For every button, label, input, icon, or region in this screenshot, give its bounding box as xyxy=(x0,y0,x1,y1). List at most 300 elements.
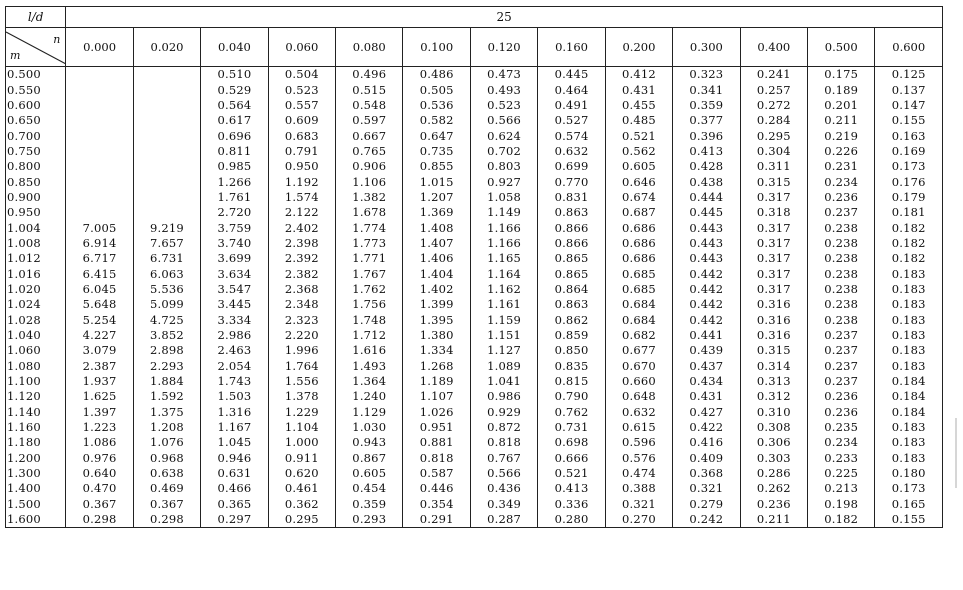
n-header-cell: 0.200 xyxy=(605,28,672,67)
value-cell: 0.270 xyxy=(605,512,672,528)
value-cell: 1.756 xyxy=(336,297,403,312)
value-cell: 0.976 xyxy=(66,451,133,466)
ld-group-value: 25 xyxy=(66,7,943,28)
value-cell: 0.315 xyxy=(740,174,807,189)
header-row-ld xyxy=(6,7,943,28)
value-cell: 1.151 xyxy=(470,328,537,343)
value-cell: 0.236 xyxy=(808,389,875,404)
value-cell: 1.164 xyxy=(470,266,537,281)
value-cell: 2.220 xyxy=(268,328,335,343)
value-cell: 0.454 xyxy=(336,481,403,496)
value-cell: 0.943 xyxy=(336,435,403,450)
value-cell: 1.399 xyxy=(403,297,470,312)
value-cell: 1.076 xyxy=(133,435,200,450)
value-cell: 1.030 xyxy=(336,420,403,435)
value-cell: 0.284 xyxy=(740,113,807,128)
value-cell: 0.181 xyxy=(875,205,943,220)
value-cell: 0.762 xyxy=(538,405,605,420)
n-header-cell: 0.600 xyxy=(875,28,943,67)
value-cell: 0.412 xyxy=(605,67,672,83)
value-cell: 0.184 xyxy=(875,389,943,404)
value-cell: 0.238 xyxy=(808,220,875,235)
value-cell: 1.369 xyxy=(403,205,470,220)
value-cell: 0.236 xyxy=(808,405,875,420)
value-cell: 0.234 xyxy=(808,174,875,189)
value-cell: 1.397 xyxy=(66,405,133,420)
m-value-cell: 1.024 xyxy=(6,297,66,312)
value-cell xyxy=(66,98,133,113)
value-cell: 0.311 xyxy=(740,159,807,174)
value-cell: 0.236 xyxy=(740,497,807,512)
value-cell: 0.442 xyxy=(673,297,740,312)
value-cell: 0.182 xyxy=(875,220,943,235)
value-cell xyxy=(133,98,200,113)
value-cell: 1.996 xyxy=(268,343,335,358)
value-cell: 0.367 xyxy=(66,497,133,512)
value-cell: 1.208 xyxy=(133,420,200,435)
value-cell: 0.682 xyxy=(605,328,672,343)
value-cell: 1.015 xyxy=(403,174,470,189)
m-axis-label: m xyxy=(10,49,21,62)
value-cell: 0.863 xyxy=(538,297,605,312)
value-cell: 0.445 xyxy=(673,205,740,220)
value-cell: 0.155 xyxy=(875,512,943,528)
m-value-cell: 1.200 xyxy=(6,451,66,466)
value-cell: 0.201 xyxy=(808,98,875,113)
value-cell: 0.536 xyxy=(403,98,470,113)
value-cell: 0.428 xyxy=(673,159,740,174)
table-row xyxy=(6,113,943,128)
n-header-cell: 0.400 xyxy=(740,28,807,67)
value-cell: 0.165 xyxy=(875,497,943,512)
value-cell: 0.416 xyxy=(673,435,740,450)
value-cell: 0.439 xyxy=(673,343,740,358)
value-cell: 5.254 xyxy=(66,313,133,328)
value-cell: 0.367 xyxy=(133,497,200,512)
value-cell: 0.527 xyxy=(538,113,605,128)
value-cell: 0.286 xyxy=(740,466,807,481)
value-cell xyxy=(133,128,200,143)
value-cell: 1.884 xyxy=(133,374,200,389)
value-cell: 2.898 xyxy=(133,343,200,358)
value-cell: 6.731 xyxy=(133,251,200,266)
value-cell: 2.720 xyxy=(201,205,268,220)
value-cell: 1.748 xyxy=(336,313,403,328)
value-cell: 0.287 xyxy=(470,512,537,528)
table-row xyxy=(6,159,943,174)
value-cell: 1.592 xyxy=(133,389,200,404)
table-row xyxy=(6,343,943,358)
value-cell: 0.686 xyxy=(605,236,672,251)
value-cell: 4.227 xyxy=(66,328,133,343)
value-cell: 0.431 xyxy=(605,82,672,97)
value-cell: 0.298 xyxy=(66,512,133,528)
value-cell: 1.407 xyxy=(403,236,470,251)
value-cell: 0.835 xyxy=(538,359,605,374)
value-cell: 0.183 xyxy=(875,297,943,312)
value-cell: 0.179 xyxy=(875,190,943,205)
value-cell: 0.859 xyxy=(538,328,605,343)
value-cell: 1.167 xyxy=(201,420,268,435)
value-cell: 0.950 xyxy=(268,159,335,174)
value-cell: 0.297 xyxy=(201,512,268,528)
value-cell: 0.183 xyxy=(875,451,943,466)
value-cell: 0.237 xyxy=(808,359,875,374)
value-cell: 0.238 xyxy=(808,282,875,297)
value-cell: 2.382 xyxy=(268,266,335,281)
value-cell: 0.791 xyxy=(268,144,335,159)
table-row xyxy=(6,435,943,450)
value-cell: 1.166 xyxy=(470,236,537,251)
value-cell: 0.631 xyxy=(201,466,268,481)
value-cell: 3.547 xyxy=(201,282,268,297)
value-cell xyxy=(66,174,133,189)
value-cell: 1.712 xyxy=(336,328,403,343)
value-cell: 0.632 xyxy=(605,405,672,420)
value-cell: 1.334 xyxy=(403,343,470,358)
m-value-cell: 0.750 xyxy=(6,144,66,159)
value-cell: 0.175 xyxy=(808,67,875,83)
m-value-cell: 0.650 xyxy=(6,113,66,128)
value-cell: 0.443 xyxy=(673,220,740,235)
value-cell: 1.771 xyxy=(336,251,403,266)
table-row xyxy=(6,420,943,435)
value-cell: 1.364 xyxy=(336,374,403,389)
value-cell: 1.058 xyxy=(470,190,537,205)
value-cell: 0.443 xyxy=(673,236,740,251)
table-row xyxy=(6,190,943,205)
value-cell: 0.306 xyxy=(740,435,807,450)
n-header-cell: 0.500 xyxy=(808,28,875,67)
value-cell: 3.334 xyxy=(201,313,268,328)
n-header-cell: 0.300 xyxy=(673,28,740,67)
value-cell: 0.638 xyxy=(133,466,200,481)
value-cell: 0.684 xyxy=(605,313,672,328)
value-cell xyxy=(133,144,200,159)
value-cell: 0.596 xyxy=(605,435,672,450)
value-cell: 0.686 xyxy=(605,251,672,266)
header-row-n xyxy=(6,28,943,67)
value-cell: 0.377 xyxy=(673,113,740,128)
value-cell: 0.183 xyxy=(875,420,943,435)
value-cell: 0.647 xyxy=(403,128,470,143)
value-cell xyxy=(66,144,133,159)
value-cell: 0.321 xyxy=(605,497,672,512)
value-cell: 1.229 xyxy=(268,405,335,420)
value-cell: 0.648 xyxy=(605,389,672,404)
value-cell: 0.310 xyxy=(740,405,807,420)
value-cell: 0.515 xyxy=(336,82,403,97)
value-cell: 0.866 xyxy=(538,236,605,251)
m-value-cell: 0.700 xyxy=(6,128,66,143)
value-cell: 3.445 xyxy=(201,297,268,312)
value-cell: 0.564 xyxy=(201,98,268,113)
value-cell: 0.735 xyxy=(403,144,470,159)
value-cell: 1.574 xyxy=(268,190,335,205)
value-cell: 0.911 xyxy=(268,451,335,466)
value-cell: 0.473 xyxy=(470,67,537,83)
value-cell: 0.442 xyxy=(673,266,740,281)
value-cell: 0.765 xyxy=(336,144,403,159)
value-cell: 2.392 xyxy=(268,251,335,266)
value-cell: 0.881 xyxy=(403,435,470,450)
table-row xyxy=(6,359,943,374)
value-cell: 0.523 xyxy=(268,82,335,97)
table-body xyxy=(6,67,943,528)
value-cell: 0.445 xyxy=(538,67,605,83)
value-cell: 0.505 xyxy=(403,82,470,97)
value-cell: 1.408 xyxy=(403,220,470,235)
table-row xyxy=(6,266,943,281)
value-cell xyxy=(66,190,133,205)
table-row xyxy=(6,251,943,266)
value-cell: 0.314 xyxy=(740,359,807,374)
table-row xyxy=(6,236,943,251)
value-cell: 0.674 xyxy=(605,190,672,205)
value-cell: 0.318 xyxy=(740,205,807,220)
value-cell: 0.236 xyxy=(808,190,875,205)
value-cell: 3.740 xyxy=(201,236,268,251)
m-value-cell: 1.180 xyxy=(6,435,66,450)
m-value-cell: 1.008 xyxy=(6,236,66,251)
value-cell: 2.368 xyxy=(268,282,335,297)
table-row xyxy=(6,174,943,189)
value-cell: 0.237 xyxy=(808,328,875,343)
m-value-cell: 1.160 xyxy=(6,420,66,435)
value-cell: 0.316 xyxy=(740,297,807,312)
m-value-cell: 1.300 xyxy=(6,466,66,481)
value-cell xyxy=(133,205,200,220)
value-cell: 0.523 xyxy=(470,98,537,113)
value-cell: 1.316 xyxy=(201,405,268,420)
value-cell: 0.444 xyxy=(673,190,740,205)
value-cell: 0.413 xyxy=(538,481,605,496)
value-cell: 0.238 xyxy=(808,297,875,312)
value-cell: 0.225 xyxy=(808,466,875,481)
value-cell: 3.759 xyxy=(201,220,268,235)
value-cell: 0.615 xyxy=(605,420,672,435)
value-cell: 0.183 xyxy=(875,313,943,328)
value-cell: 0.365 xyxy=(201,497,268,512)
value-cell: 1.162 xyxy=(470,282,537,297)
value-cell: 0.455 xyxy=(605,98,672,113)
value-cell: 2.986 xyxy=(201,328,268,343)
value-cell xyxy=(133,159,200,174)
value-cell: 6.045 xyxy=(66,282,133,297)
value-cell: 0.521 xyxy=(538,466,605,481)
m-value-cell: 0.950 xyxy=(6,205,66,220)
value-cell: 5.536 xyxy=(133,282,200,297)
value-cell: 0.235 xyxy=(808,420,875,435)
value-cell: 1.616 xyxy=(336,343,403,358)
value-cell xyxy=(133,113,200,128)
value-cell: 2.293 xyxy=(133,359,200,374)
value-cell: 0.349 xyxy=(470,497,537,512)
table-row xyxy=(6,328,943,343)
value-cell: 1.189 xyxy=(403,374,470,389)
value-cell: 0.237 xyxy=(808,205,875,220)
value-cell: 0.850 xyxy=(538,343,605,358)
value-cell: 0.906 xyxy=(336,159,403,174)
value-cell: 0.696 xyxy=(201,128,268,143)
value-cell: 1.767 xyxy=(336,266,403,281)
value-cell: 2.387 xyxy=(66,359,133,374)
value-cell: 0.219 xyxy=(808,128,875,143)
value-cell: 0.317 xyxy=(740,282,807,297)
value-cell: 0.864 xyxy=(538,282,605,297)
value-cell: 0.257 xyxy=(740,82,807,97)
value-cell: 2.348 xyxy=(268,297,335,312)
value-cell: 1.045 xyxy=(201,435,268,450)
value-cell: 0.427 xyxy=(673,405,740,420)
n-header-cell: 0.080 xyxy=(336,28,403,67)
value-cell: 0.409 xyxy=(673,451,740,466)
value-cell: 0.811 xyxy=(201,144,268,159)
table-row xyxy=(6,297,943,312)
value-cell: 0.699 xyxy=(538,159,605,174)
value-cell: 0.315 xyxy=(740,343,807,358)
value-cell: 1.161 xyxy=(470,297,537,312)
value-cell: 0.137 xyxy=(875,82,943,97)
value-cell: 0.485 xyxy=(605,113,672,128)
value-cell: 0.198 xyxy=(808,497,875,512)
value-cell: 0.125 xyxy=(875,67,943,83)
value-cell: 0.317 xyxy=(740,251,807,266)
value-cell xyxy=(133,174,200,189)
n-header-cell: 0.040 xyxy=(201,28,268,67)
value-cell: 0.211 xyxy=(808,113,875,128)
table-row xyxy=(6,481,943,496)
value-cell: 0.182 xyxy=(875,251,943,266)
value-cell: 0.470 xyxy=(66,481,133,496)
table-row xyxy=(6,144,943,159)
value-cell: 0.466 xyxy=(201,481,268,496)
value-cell: 7.657 xyxy=(133,236,200,251)
value-cell: 0.303 xyxy=(740,451,807,466)
value-cell: 0.620 xyxy=(268,466,335,481)
value-cell: 7.005 xyxy=(66,220,133,235)
value-cell: 2.054 xyxy=(201,359,268,374)
value-cell: 0.576 xyxy=(605,451,672,466)
m-value-cell: 1.040 xyxy=(6,328,66,343)
value-cell: 3.634 xyxy=(201,266,268,281)
value-cell: 0.317 xyxy=(740,266,807,281)
value-cell: 1.207 xyxy=(403,190,470,205)
value-cell: 0.687 xyxy=(605,205,672,220)
value-cell: 0.183 xyxy=(875,282,943,297)
value-cell: 0.566 xyxy=(470,113,537,128)
value-cell: 1.026 xyxy=(403,405,470,420)
value-cell: 1.380 xyxy=(403,328,470,343)
value-cell: 0.442 xyxy=(673,313,740,328)
value-cell: 0.184 xyxy=(875,374,943,389)
value-cell: 0.336 xyxy=(538,497,605,512)
value-cell: 0.815 xyxy=(538,374,605,389)
value-cell: 0.238 xyxy=(808,236,875,251)
value-cell: 0.951 xyxy=(403,420,470,435)
value-cell: 6.415 xyxy=(66,266,133,281)
value-cell: 0.670 xyxy=(605,359,672,374)
value-cell: 0.927 xyxy=(470,174,537,189)
value-cell: 0.189 xyxy=(808,82,875,97)
value-cell: 1.129 xyxy=(336,405,403,420)
value-cell: 0.770 xyxy=(538,174,605,189)
value-cell: 0.359 xyxy=(336,497,403,512)
table-row xyxy=(6,405,943,420)
value-cell: 0.683 xyxy=(268,128,335,143)
value-cell: 0.529 xyxy=(201,82,268,97)
value-cell: 0.684 xyxy=(605,297,672,312)
value-cell: 0.183 xyxy=(875,359,943,374)
table-row xyxy=(6,220,943,235)
value-cell: 0.640 xyxy=(66,466,133,481)
table-row xyxy=(6,67,943,83)
value-cell: 0.317 xyxy=(740,190,807,205)
value-cell: 5.648 xyxy=(66,297,133,312)
value-cell: 0.396 xyxy=(673,128,740,143)
value-cell: 1.743 xyxy=(201,374,268,389)
value-cell: 6.063 xyxy=(133,266,200,281)
value-cell: 1.503 xyxy=(201,389,268,404)
value-cell: 3.699 xyxy=(201,251,268,266)
value-cell: 1.761 xyxy=(201,190,268,205)
value-cell: 0.183 xyxy=(875,266,943,281)
value-cell: 0.574 xyxy=(538,128,605,143)
table-row xyxy=(6,466,943,481)
value-cell: 0.946 xyxy=(201,451,268,466)
n-header-cell: 0.020 xyxy=(133,28,200,67)
value-cell: 1.773 xyxy=(336,236,403,251)
value-cell: 2.122 xyxy=(268,205,335,220)
value-cell: 0.359 xyxy=(673,98,740,113)
value-cell: 1.104 xyxy=(268,420,335,435)
value-cell: 1.192 xyxy=(268,174,335,189)
value-cell: 0.660 xyxy=(605,374,672,389)
value-cell: 3.079 xyxy=(66,343,133,358)
value-cell: 0.582 xyxy=(403,113,470,128)
value-cell: 0.238 xyxy=(808,266,875,281)
value-cell: 0.617 xyxy=(201,113,268,128)
value-cell: 0.176 xyxy=(875,174,943,189)
value-cell: 0.666 xyxy=(538,451,605,466)
table-row xyxy=(6,205,943,220)
table-row xyxy=(6,313,943,328)
scan-edge-mark xyxy=(955,418,957,488)
value-cell xyxy=(66,67,133,83)
value-cell: 0.362 xyxy=(268,497,335,512)
value-cell: 0.702 xyxy=(470,144,537,159)
m-value-cell: 1.140 xyxy=(6,405,66,420)
value-cell: 9.219 xyxy=(133,220,200,235)
value-cell: 0.491 xyxy=(538,98,605,113)
value-cell: 0.493 xyxy=(470,82,537,97)
value-cell: 1.089 xyxy=(470,359,537,374)
value-cell: 1.268 xyxy=(403,359,470,374)
value-cell: 0.262 xyxy=(740,481,807,496)
value-cell: 0.147 xyxy=(875,98,943,113)
value-cell: 0.434 xyxy=(673,374,740,389)
table-row xyxy=(6,98,943,113)
value-cell: 1.240 xyxy=(336,389,403,404)
value-cell: 1.165 xyxy=(470,251,537,266)
ld-label: l/d xyxy=(6,7,66,28)
data-table-container xyxy=(5,6,943,528)
value-cell: 1.107 xyxy=(403,389,470,404)
value-cell: 1.378 xyxy=(268,389,335,404)
value-cell: 0.605 xyxy=(605,159,672,174)
value-cell: 0.436 xyxy=(470,481,537,496)
value-cell: 0.731 xyxy=(538,420,605,435)
